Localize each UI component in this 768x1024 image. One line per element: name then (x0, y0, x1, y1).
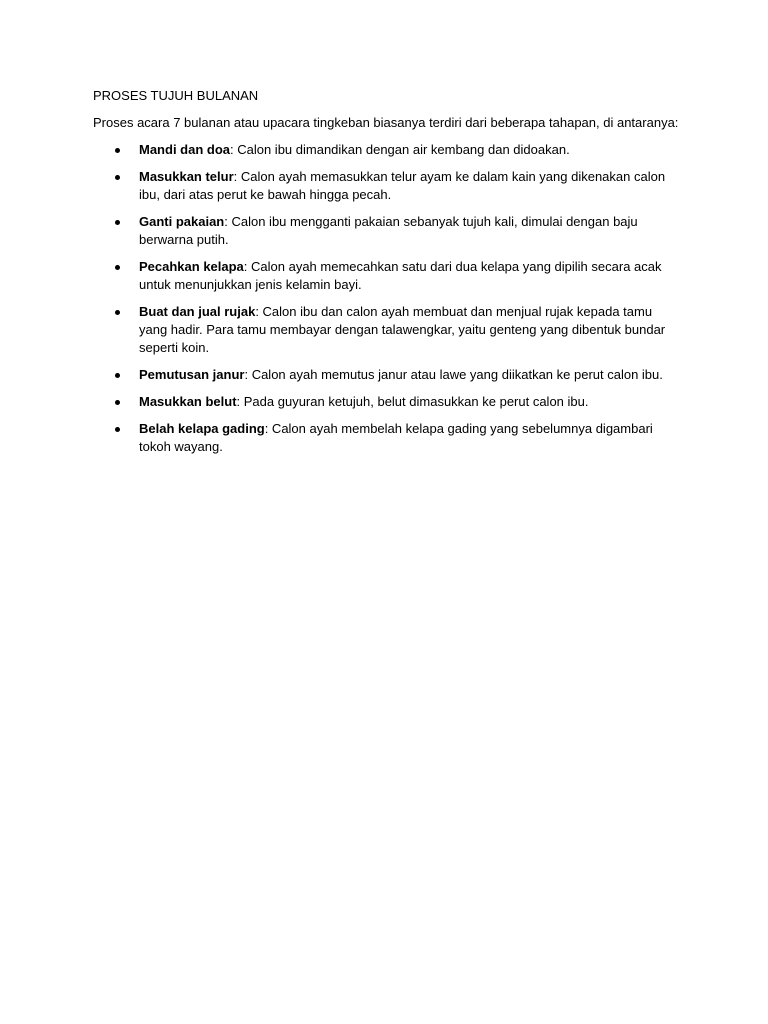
list-item (93, 366, 683, 384)
document-title: PROSES TUJUH BULANAN (93, 88, 259, 103)
document-body (93, 87, 683, 465)
item-term: Pecahkan kelapa (139, 259, 244, 274)
list-item (93, 393, 683, 411)
item-description: : Pada guyuran ketujuh, belut dimasukkan ke perut calon ibu. (236, 394, 589, 409)
list-item (93, 303, 683, 357)
list-item (93, 258, 683, 294)
intro-paragraph: Proses acara 7 bulanan atau upacara tingkeban biasanya terdiri dari beberapa tahapan, di antaranya: (93, 115, 679, 130)
item-description: : Calon ayah memasukkan telur ayam ke dalam kain yang dikenakan calon ibu, dari atas perut ke bawah hingga pecah. (139, 169, 666, 202)
item-description: : Calon ayah membelah kelapa gading yang sebelumnya digambari tokoh wayang. (139, 421, 653, 454)
steps-list (93, 141, 683, 456)
item-term: Ganti pakaian (139, 214, 225, 229)
item-term: Buat dan jual rujak (139, 304, 256, 319)
list-item (93, 168, 683, 204)
item-term: Masukkan telur (139, 169, 234, 184)
item-term: Pemutusan janur (139, 367, 245, 382)
item-description: : Calon ibu dimandikan dengan air kembang dan didoakan. (230, 142, 570, 157)
item-term: Belah kelapa gading (139, 421, 265, 436)
list-item (93, 420, 683, 456)
item-description: : Calon ibu mengganti pakaian sebanyak tujuh kali, dimulai dengan baju berwarna putih. (139, 214, 638, 247)
list-item (93, 141, 683, 159)
item-term: Masukkan belut (139, 394, 237, 409)
list-item (93, 213, 683, 249)
item-term: Mandi dan doa (139, 142, 230, 157)
item-description: : Calon ayah memutus janur atau lawe yang diikatkan ke perut calon ibu. (244, 367, 663, 382)
item-description: : Calon ayah memecahkan satu dari dua kelapa yang dipilih secara acak untuk menunjukkan jenis kelamin bayi. (139, 259, 662, 292)
item-description: : Calon ibu dan calon ayah membuat dan menjual rujak kepada tamu yang hadir. Para tamu membayar dengan talawengkar, yaitu genteng yang dibentuk bundar seperti koin. (139, 304, 666, 355)
